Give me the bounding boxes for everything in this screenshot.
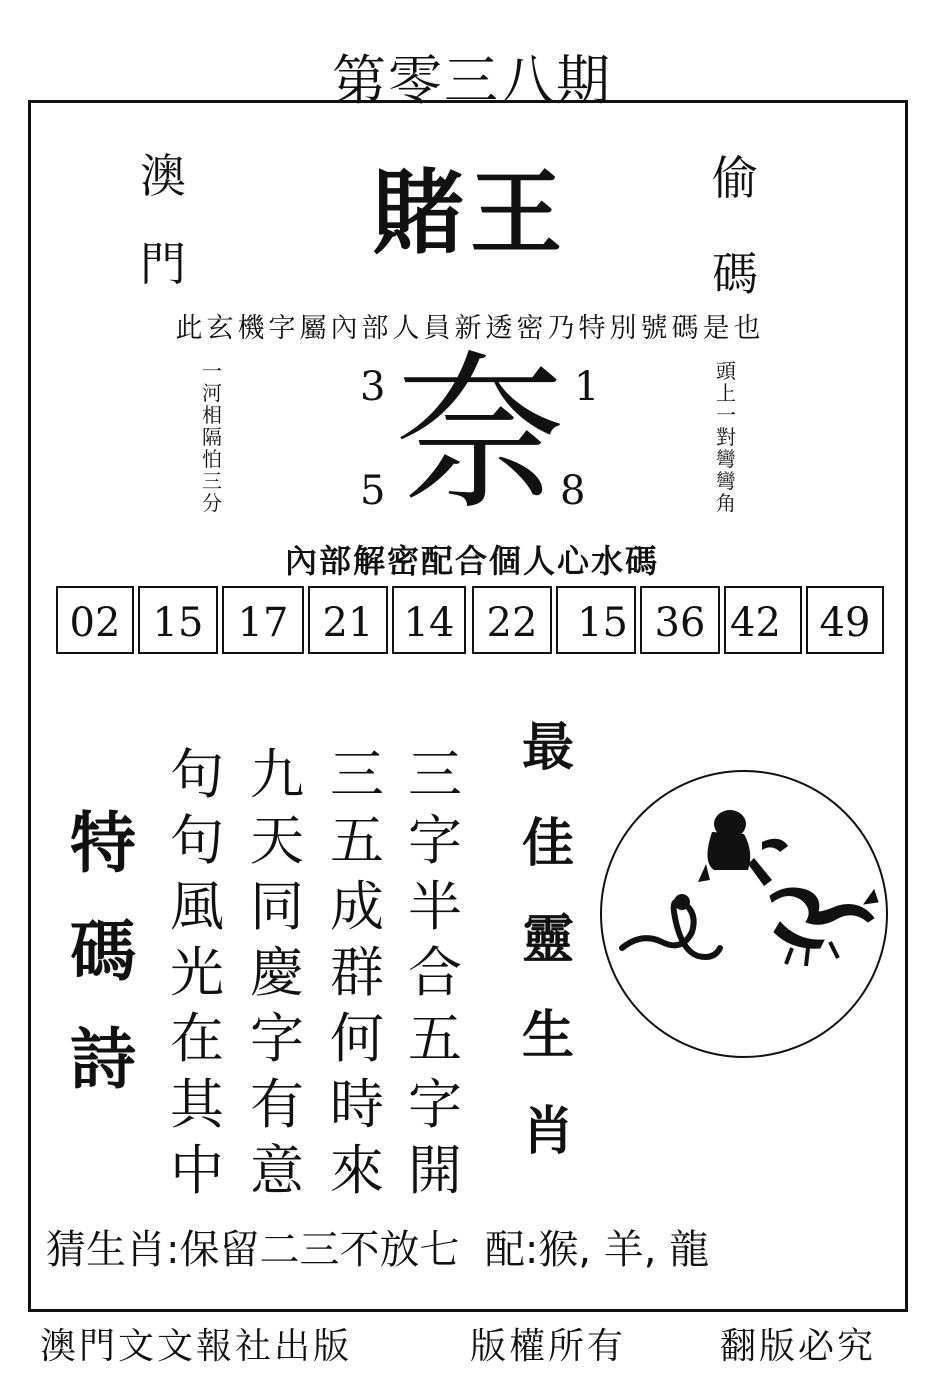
vertical-char: 佳 (522, 814, 575, 874)
vertical-char: 光 (170, 941, 224, 1004)
number-box: 15 (556, 586, 636, 654)
vertical-char: 中 (170, 1139, 224, 1202)
vertical-char: 慶 (250, 941, 304, 1004)
monkey-icon (698, 810, 788, 886)
vertical-char: 字 (250, 1007, 304, 1070)
vertical-char: 生 (522, 1006, 575, 1066)
hint-left (202, 360, 222, 514)
dragon-icon (770, 888, 878, 966)
number-box: 14 (392, 586, 466, 654)
poem-title (70, 790, 136, 1114)
vertical-char: 九 (250, 743, 304, 806)
vertical-char: 相 (202, 403, 222, 427)
number-box: 02 (56, 586, 134, 654)
vertical-char: 隔 (202, 425, 222, 449)
digit-top-right: 1 (574, 364, 600, 410)
guess-zodiac-line: 猜生肖:保留二三不放七 配:猴, 羊, 龍 (46, 1227, 710, 1273)
poem-line (408, 742, 462, 1204)
vertical-char: 天 (250, 809, 304, 872)
vertical-char: 特 (70, 805, 136, 882)
vertical-char: 來 (330, 1139, 384, 1202)
vertical-char: 分 (202, 491, 222, 515)
vertical-char: 一 (716, 403, 736, 427)
number-box: 15 (138, 586, 218, 654)
rights-text: 版權所有 (470, 1326, 627, 1367)
page-title: 賭王 (371, 160, 568, 267)
vertical-char: 彎 (716, 447, 736, 471)
digit-bottom-left: 5 (360, 468, 386, 514)
vertical-char: 詩 (70, 1021, 136, 1098)
digit-bottom-right: 8 (560, 468, 586, 514)
vertical-char: 肖 (522, 1102, 575, 1162)
zodiac-circle (600, 770, 888, 1058)
number-box: 49 (806, 586, 884, 654)
poem-line (330, 742, 384, 1204)
vertical-char: 五 (330, 809, 384, 872)
number-box: 22 (472, 586, 552, 654)
vertical-char: 半 (408, 875, 462, 938)
vertical-char: 意 (250, 1139, 304, 1202)
vertical-char: 成 (330, 875, 384, 938)
vertical-char: 頭 (716, 359, 736, 383)
best-zodiac-label (522, 700, 574, 1180)
digit-top-left: 3 (360, 364, 386, 410)
vertical-char: 句 (170, 743, 224, 806)
poem-line (250, 742, 304, 1204)
number-box: 42 (724, 586, 802, 654)
vertical-char: 一 (202, 359, 222, 383)
vertical-char: 門 (140, 237, 186, 291)
vertical-char: 其 (170, 1073, 224, 1136)
poem-line (170, 742, 224, 1204)
vertical-char: 彎 (716, 469, 736, 493)
warning-text: 翻版必究 (720, 1326, 877, 1367)
vertical-char: 字 (408, 1073, 462, 1136)
vertical-char: 三 (330, 743, 384, 806)
vertical-char: 在 (170, 1007, 224, 1070)
vertical-char: 河 (202, 381, 222, 405)
vertical-char: 字 (408, 809, 462, 872)
vertical-char: 同 (250, 875, 304, 938)
vertical-char: 角 (716, 491, 736, 515)
vertical-char: 靈 (522, 910, 575, 970)
hint-right (716, 360, 736, 514)
numbers-caption: 內部解密配合個人心水碼 (284, 542, 659, 580)
vertical-char: 風 (170, 875, 224, 938)
vertical-char: 有 (250, 1073, 304, 1136)
vertical-char: 碼 (70, 913, 136, 990)
vertical-char: 五 (408, 1007, 462, 1070)
vertical-char: 三 (408, 743, 462, 806)
number-box: 36 (640, 586, 720, 654)
publisher-text: 澳門文文報社出版 (40, 1326, 353, 1367)
vertical-char: 群 (330, 941, 384, 1004)
snake-icon (622, 897, 720, 957)
vertical-char: 何 (330, 1007, 384, 1070)
number-box: 17 (222, 586, 304, 654)
vertical-char: 上 (716, 381, 736, 405)
vertical-char: 最 (522, 718, 575, 778)
brand-right (712, 130, 758, 322)
vertical-char: 碼 (712, 247, 758, 301)
vertical-char: 怕 (202, 447, 222, 471)
vertical-char: 開 (408, 1139, 462, 1202)
key-character: 奈 (394, 336, 565, 534)
vertical-char: 澳 (140, 149, 186, 203)
vertical-char: 偷 (712, 151, 758, 205)
vertical-char: 合 (408, 941, 462, 1004)
vertical-char: 句 (170, 809, 224, 872)
intro-note: 此玄機字屬內部人員新透密乃特別號碼是也 (175, 313, 765, 344)
issue-heading: 第零三八期 (332, 49, 612, 112)
number-box: 21 (308, 586, 388, 654)
brand-left (140, 132, 186, 308)
vertical-char: 三 (202, 469, 222, 493)
vertical-char: 對 (716, 425, 736, 449)
vertical-char: 時 (330, 1073, 384, 1136)
